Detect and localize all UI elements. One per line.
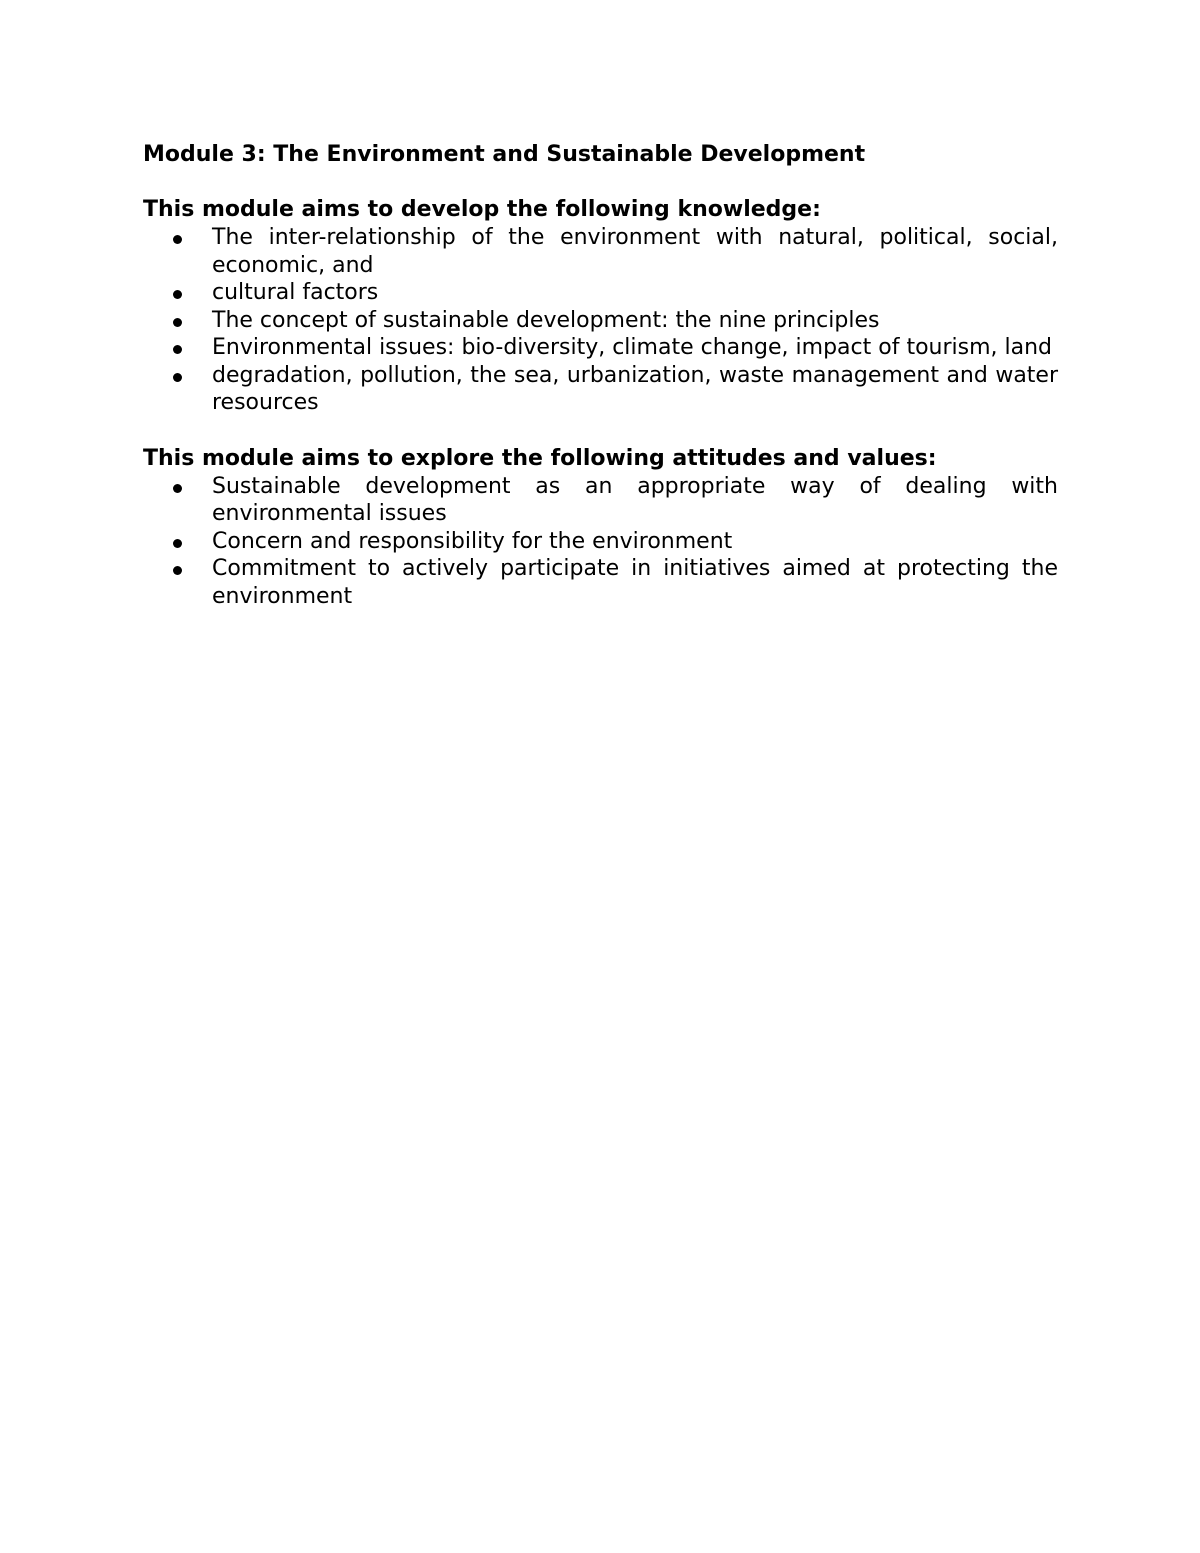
bullet-icon bbox=[173, 235, 182, 244]
list-item-text: The concept of sustainable development: the nine principles bbox=[212, 307, 880, 333]
list-item-text: The inter-relationship of the environment with natural, political, social, economic, and bbox=[212, 225, 1058, 278]
knowledge-list bbox=[143, 224, 1058, 417]
list-item-text: Environmental issues: bio-diversity, climate change, impact of tourism, land bbox=[212, 335, 1053, 360]
list-item-text: Sustainable development as an appropriate way of dealing with environmental issues bbox=[212, 473, 1058, 526]
list-item bbox=[143, 279, 1058, 307]
page-title: Module 3: The Environment and Sustainable Development bbox=[143, 142, 866, 167]
list-item-text: degradation, pollution, the sea, urbanization, waste management and water resources bbox=[212, 362, 1058, 415]
bullet-icon bbox=[173, 373, 182, 382]
document-content bbox=[143, 141, 1058, 610]
list-item bbox=[143, 224, 1058, 279]
list-item bbox=[143, 473, 1058, 528]
list-item-text: cultural factors bbox=[212, 280, 379, 305]
bullet-icon bbox=[173, 318, 182, 327]
list-item bbox=[143, 362, 1058, 417]
attitudes-list bbox=[143, 473, 1058, 611]
attitudes-heading: This module aims to explore the following attitudes and values: bbox=[143, 445, 937, 471]
knowledge-heading: This module aims to develop the following knowledge: bbox=[143, 197, 821, 222]
list-item-text: Concern and responsibility for the environment bbox=[212, 528, 733, 554]
list-item bbox=[143, 555, 1058, 610]
list-item-text: Commitment to actively participate in initiatives aimed at protecting the environment bbox=[212, 556, 1058, 609]
bullet-icon bbox=[173, 345, 182, 354]
list-item bbox=[143, 528, 1058, 556]
list-item bbox=[143, 307, 1058, 335]
bullet-icon bbox=[173, 566, 182, 575]
list-item bbox=[143, 334, 1058, 362]
bullet-icon bbox=[173, 539, 182, 548]
bullet-icon bbox=[173, 484, 182, 493]
bullet-icon bbox=[173, 290, 182, 299]
